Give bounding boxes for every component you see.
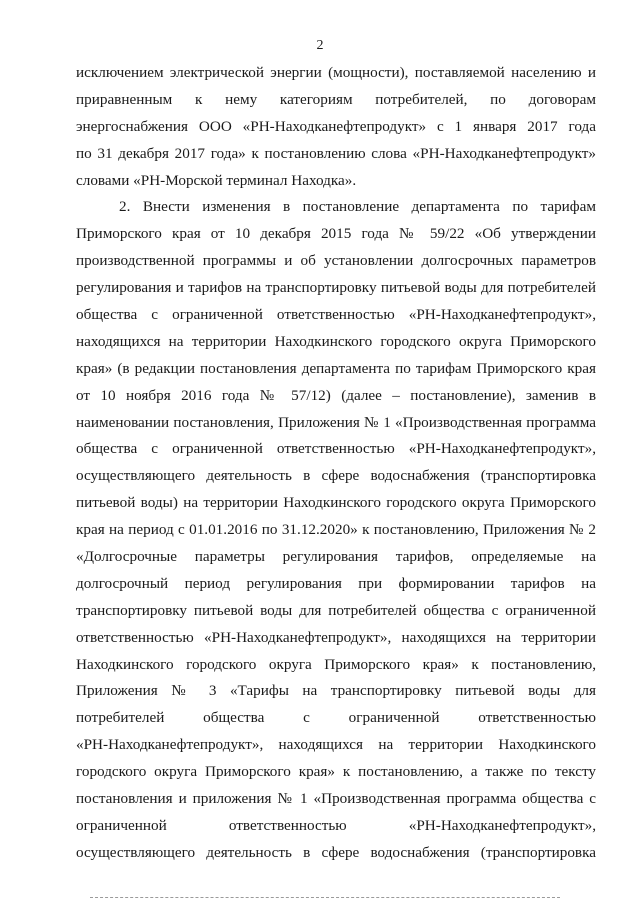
page-number: 2 (316, 38, 324, 53)
text-line: производственной программы и об установлении долгосрочных параметров (76, 252, 596, 270)
text-line: приравненным к нему категориям потребителей, по договорам (76, 90, 596, 108)
text-line: наименовании постановления, Приложения № 1 «Производственная программа (76, 413, 596, 431)
text-line: исключением электрической энергии (мощности), поставляемой населению и (76, 64, 596, 81)
scan-edge-divider (90, 897, 560, 899)
text-line: по 31 декабря 2017 года» к постановлению слова «РН-Находканефтепродукт» (76, 144, 596, 162)
text-line: потребителей общества с ограниченной ответственностью (76, 709, 596, 727)
document-body (76, 60, 596, 867)
text-line: края» (в редакции постановления департамента по тарифам Приморского края (76, 359, 596, 377)
text-line: Приложения № 3 «Тарифы на транспортировку питьевой воды для (76, 682, 596, 700)
text-line: осуществляющего деятельность в сфере водоснабжения (транспортировка (76, 843, 596, 861)
text-line: словами «РН-Морской терминал Находка». (76, 171, 357, 189)
text-line: питьевой воды) на территории Находкинского городского округа Приморского (76, 494, 596, 512)
text-line: «Долгосрочные параметры регулирования тарифов, определяемые на (76, 548, 596, 566)
text-line: городского округа Приморского края» к постановлению, а также по тексту (76, 763, 596, 781)
text-line: «РН-Находканефтепродукт», находящихся на территории Находкинского (76, 736, 596, 754)
text-line: находящихся на территории Находкинского городского округа Приморского (76, 332, 596, 350)
text-line: ограниченной ответственностью «РН-Находканефтепродукт», (76, 816, 596, 834)
text-line: от 10 ноября 2016 года № 57/12) (далее – постановление), заменив в (76, 386, 596, 404)
text-line: осуществляющего деятельность в сфере водоснабжения (транспортировка (76, 467, 596, 485)
text-line: долгосрочный период регулирования при формировании тарифов на (76, 574, 596, 592)
paragraph-2-start: 2. Внести изменения в постановление департамента по тарифам (119, 198, 596, 216)
text-line: Приморского края от 10 декабря 2015 года № 59/22 «Об утверждении (76, 225, 596, 243)
text-line: регулирования и тарифов на транспортировку питьевой воды для потребителей (76, 279, 596, 297)
text-line: Находкинского городского округа Приморского края» к постановлению, (76, 655, 596, 673)
text-line: энергоснабжения ООО «РН-Находканефтепродукт» с 1 января 2017 года (76, 117, 596, 135)
text-line: транспортировку питьевой воды для потребителей общества с ограниченной (76, 601, 596, 619)
text-line: общества с ограниченной ответственностью «РН-Находканефтепродукт», (76, 306, 596, 324)
text-line: общества с ограниченной ответственностью «РН-Находканефтепродукт», (76, 440, 596, 458)
text-line: края на период с 01.01.2016 по 31.12.2020» к постановлению, Приложения № 2 (76, 521, 596, 539)
text-line: ответственностью «РН-Находканефтепродукт», находящихся на территории (76, 628, 596, 646)
text-line: постановления и приложения № 1 «Производственная программа общества с (76, 790, 596, 808)
